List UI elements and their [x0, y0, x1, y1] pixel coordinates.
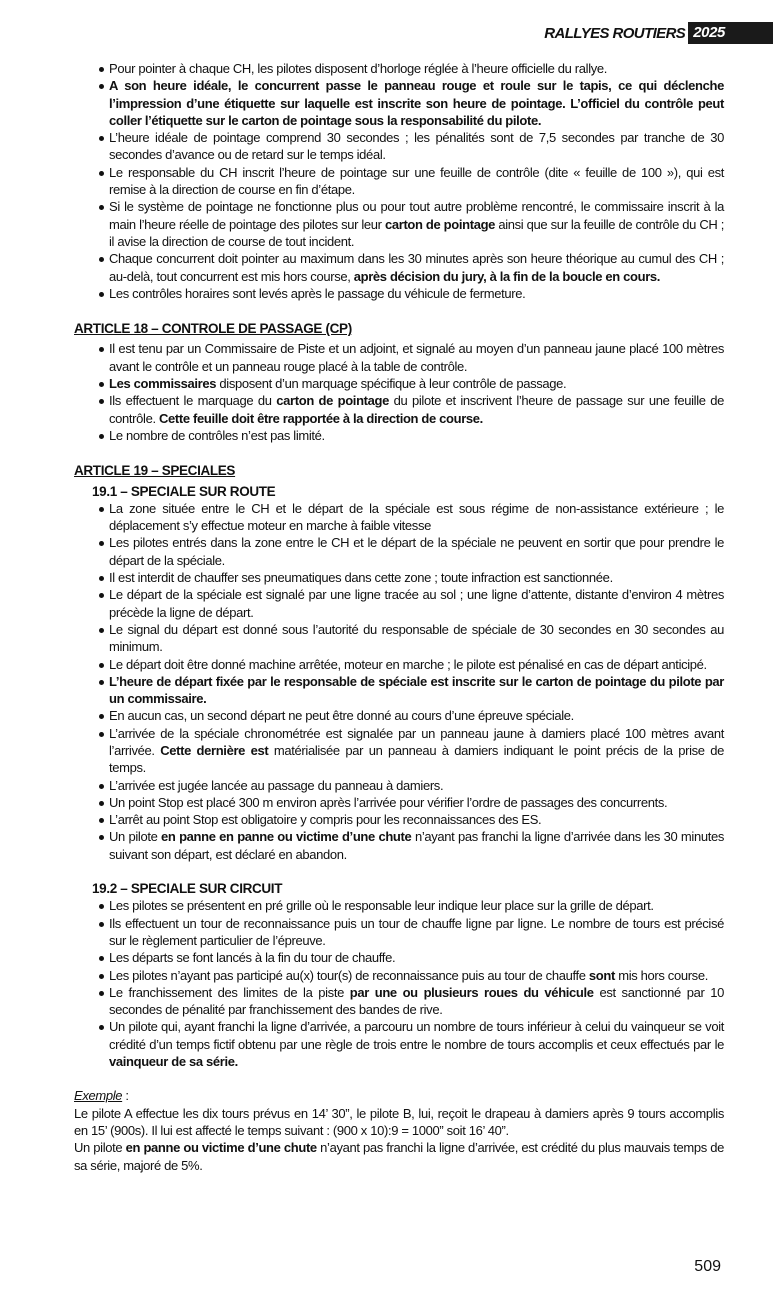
bold-text: Les commissaires	[109, 376, 217, 392]
bold-text: L’heure de départ fixée par le responsable de spéciale est inscrite sur le carton de pointage du pilote par un commissaire.	[109, 673, 724, 707]
text-run: ainsi que sur la feuille de contrôle du CH ; il avise la direction de course de tout incident.	[109, 216, 724, 249]
list-item	[98, 375, 724, 392]
list-item	[98, 250, 724, 285]
text-run: Ils effectuent un tour de reconnaissance puis un tour de chauffe ligne par ligne. Le nombre de tours est précisé sur le règlement particulier de l’épreuve.	[109, 915, 724, 948]
list-item	[98, 794, 724, 811]
list-item	[98, 340, 724, 375]
text-run: Il est tenu par un Commissaire de Piste et un adjoint, et signalé au moyen d’un panneau jaune placé 100 mètres avant le contrôle et un panneau rouge placé à la table de contrôle.	[109, 341, 724, 374]
text-run: Pour pointer à chaque CH, les pilotes disposent d’horloge réglée à l’heure officielle du rallye.	[109, 61, 608, 76]
section-19-1-list	[98, 500, 724, 863]
example-paragraph-2	[74, 1139, 724, 1174]
bold-text: carton de pointage	[384, 216, 496, 232]
list-item	[98, 1018, 724, 1070]
bold-text: Cette dernière est	[160, 742, 269, 758]
text-run: Il est interdit de chauffer ses pneumatiques dans cette zone ; toute infraction est sanctionnée.	[109, 570, 613, 586]
text-run: En aucun cas, un second départ ne peut être donné au cours d’une épreuve spéciale.	[109, 708, 574, 724]
text-run: Les contrôles horaires sont levés après le passage du véhicule de fermeture.	[109, 285, 526, 301]
text-run: disposent d’un marquage spécifique à leur contrôle de passage.	[216, 376, 567, 392]
article-19-title: ARTICLE 19 – SPECIALES	[74, 463, 236, 479]
text-run: Le franchissement des limites de la piste	[109, 984, 350, 1000]
section-19-1-title: 19.1 – SPECIALE SUR ROUTE	[92, 483, 276, 499]
list-item	[98, 707, 724, 724]
page-number: 509	[694, 1258, 721, 1275]
text-run: Un pilote qui, ayant franchi la ligne d’arrivée, a parcouru un nombre de tours inférieur à celui du vainqueur se voit crédité d’un temps fictif obtenu par une règle de trois entre le nombre de tours accomplis et ceux effectués par le	[109, 1019, 724, 1052]
list-item	[98, 60, 724, 77]
text-run: L’arrêt au point Stop est obligatoire y compris pour les reconnaissances des ES.	[109, 812, 542, 828]
list-item	[98, 621, 724, 656]
text-run: Le nombre de contrôles n’est pas limité.	[109, 427, 325, 443]
bold-text: par une ou plusieurs roues du véhicule	[349, 984, 594, 1000]
section-19-2-title: 19.2 – SPECIALE SUR CIRCUIT	[92, 881, 283, 897]
list-item	[98, 656, 724, 673]
example-heading	[74, 1087, 724, 1104]
text-run: Un pilote	[74, 1140, 126, 1156]
text-run: Les pilotes entrés dans la zone entre le CH et le départ de la spéciale ne peuvent en sortir que pour prendre le départ de la spéciale.	[109, 535, 724, 568]
example-label: Exemple	[74, 1088, 123, 1104]
text-run: L’arrivée de la spéciale chronométrée est signalée par un panneau jaune à damiers placé 100 mètres avant l’arrivée.	[109, 725, 724, 758]
list-item	[98, 285, 724, 302]
text-run: Le départ de la spéciale est signalé par une ligne tracée au sol ; une ligne d’attente, distante d’environ 4 mètres précède la ligne de départ.	[109, 587, 724, 620]
list-item	[98, 725, 724, 777]
section-19-2-list	[98, 897, 724, 1070]
example-block	[74, 1087, 724, 1173]
running-header	[544, 22, 773, 44]
list-item	[98, 828, 724, 863]
header-title: RALLYES ROUTIERS	[544, 24, 686, 42]
text-run: L’heure idéale de pointage comprend 30 secondes ; les pénalités sont de 7,5 secondes par tranche de 30 secondes d’avance ou de retard sur le temps idéal.	[109, 130, 724, 163]
list-item	[98, 534, 724, 569]
bold-text: carton de pointage	[276, 393, 389, 409]
list-item	[98, 673, 724, 708]
ch-rules-list	[98, 60, 724, 302]
list-item	[98, 500, 724, 535]
bold-text: sont	[588, 967, 615, 983]
list-item	[98, 392, 724, 427]
text-run: est sanctionné par 10 secondes de pénalité par franchissement des bandes de rive.	[109, 984, 725, 1018]
text-run: n’ayant pas franchi la ligne d’arrivée dans les 30 minutes suivant son départ, est déclaré en abandon.	[109, 829, 725, 862]
bold-text: vainqueur de sa série.	[109, 1054, 238, 1070]
bold-text: en panne ou victime d’une chute	[125, 1140, 317, 1156]
list-item	[98, 569, 724, 586]
page-content	[74, 60, 724, 1174]
header-year: 2025	[688, 22, 773, 44]
example-paragraph-1: Le pilote A effectue les dix tours prévus en 14’ 30”, le pilote B, lui, reçoit le drapeau à damiers après 9 tours accomplis en 15’ (900s). Il lui est affecté le temps suivant : (900 x 10):9 = 1000” soit 16’ 40”.	[74, 1105, 724, 1138]
list-item	[98, 811, 724, 828]
list-item	[98, 129, 724, 164]
article-18-title: ARTICLE 18 – CONTROLE DE PASSAGE (CP)	[74, 321, 352, 337]
list-item	[98, 984, 724, 1019]
text-run: Un pilote	[109, 829, 162, 845]
bold-text: en panne en panne ou victime d’une chute	[161, 829, 412, 845]
text-run: Les pilotes n’ayant pas participé au(x) tour(s) de reconnaissance puis au tour de chauffe	[109, 967, 589, 983]
text-run: L’arrivée est jugée lancée au passage du panneau à damiers.	[109, 777, 444, 793]
list-item	[98, 164, 724, 199]
text-run: Les départs se font lancés à la fin du tour de chauffe.	[109, 950, 396, 966]
text-run: Les pilotes se présentent en pré grille où le responsable leur indique leur place sur la grille de départ.	[109, 898, 654, 914]
text-run: La zone située entre le CH et le départ de la spéciale est sous régime de non-assistance extérieure ; le déplacement s’y effectue moteur en marche à faible vitesse	[109, 500, 724, 534]
text-run: Le départ doit être donné machine arrêtée, moteur en marche ; le pilote est pénalisé en cas de départ anticipé.	[109, 656, 707, 672]
bold-text: après décision du jury, à la fin de la boucle en cours.	[353, 268, 661, 284]
text-run: Si le système de pointage ne fonctionne plus ou pour tout autre problème rencontré, le commissaire inscrit à la main l’heure réelle de pointage des pilotes sur leur	[109, 199, 724, 232]
bold-text: A son heure idéale, le concurrent passe le panneau rouge et roule sur le tapis, ce qui déclenche l’impression d’une étiquette sur laquelle est inscrite son heure de pointage. L’officiel du contrôle peut coller l’étiquette sur le carton de pointage sous la responsabilité du pilote.	[109, 78, 724, 128]
text-run: mis hors course.	[614, 967, 708, 983]
text-run: Ils effectuent le marquage du	[109, 393, 277, 409]
text-run: Le signal du départ est donné sous l’autorité du responsable de spéciale de 30 secondes en 30 secondes au minimum.	[109, 621, 724, 655]
list-item	[98, 777, 724, 794]
text-run: du pilote et inscrivent l’heure de passage sur une feuille de contrôle.	[109, 393, 724, 426]
text-run: n’ayant pas franchi la ligne d’arrivée, est crédité du plus mauvais temps de sa série, majoré de 5%.	[74, 1140, 724, 1173]
text-run: Le responsable du CH inscrit l’heure de pointage sur une feuille de contrôle (dite « feuille de 100 »), qui est remise à la direction de course en fin d’étape.	[109, 164, 724, 198]
list-item	[98, 198, 724, 250]
list-item	[98, 427, 724, 444]
list-item	[98, 77, 724, 129]
list-item	[98, 586, 724, 621]
text-run: Un point Stop est placé 300 m environ après l’arrivée pour vérifier l’ordre de passages des concurrents.	[109, 794, 668, 810]
text-run: matérialisée par un panneau à damiers indiquant le point précis de la prise de temps.	[109, 742, 725, 776]
list-item	[98, 915, 724, 950]
list-item	[98, 967, 724, 984]
bold-text: Cette feuille doit être rapportée à la direction de course.	[158, 410, 483, 426]
article-18-list	[98, 340, 724, 444]
list-item	[98, 949, 724, 966]
example-label-suffix: :	[122, 1088, 129, 1104]
list-item	[98, 897, 724, 914]
text-run: Chaque concurrent doit pointer au maximum dans les 30 minutes après son heure théorique au cumul des CH ; au-delà, tout concurrent est mis hors course,	[109, 251, 724, 284]
